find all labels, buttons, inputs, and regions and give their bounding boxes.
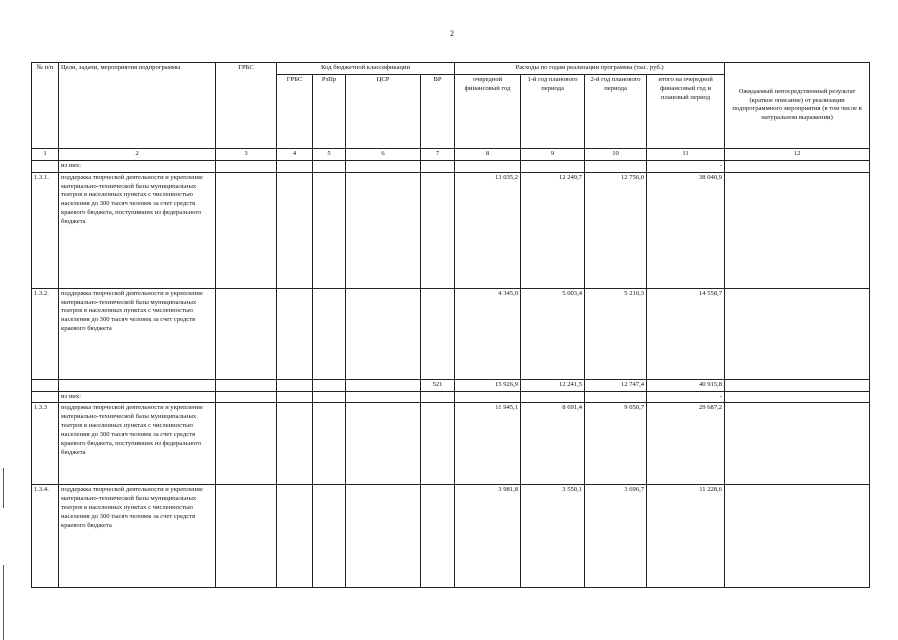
row-total: 29 687,2 <box>647 403 725 485</box>
column-number: 8 <box>455 148 521 160</box>
table-row <box>32 485 870 588</box>
column-number: 12 <box>725 148 870 160</box>
header-no: № п/п <box>32 63 59 149</box>
program-expenses-table <box>31 62 870 588</box>
row-year0: 4 345,0 <box>455 288 521 379</box>
row-year1: 5 003,4 <box>521 288 585 379</box>
row-year1: 3 550,1 <box>521 485 585 588</box>
header-grbs: ГРБС <box>277 74 313 148</box>
row-year2: 5 210,3 <box>585 288 647 379</box>
header-year1: 1-й год планового периода <box>521 74 585 148</box>
row-text: поддержка творческой деятельности и укрепление материально-технической базы муниципальных театров в населенных пунктах с численностью населения до 300 тысяч человек за счет средств краевого бюджета <box>59 485 216 588</box>
row-text: поддержка творческой деятельности и укрепление материально-технической базы муниципальных театров в населенных пунктах с численностью населения до 300 тысяч человек за счет средств краевого бюджета, поступивших из федерального бюджета <box>59 172 216 288</box>
header-year2: 2-й год планового периода <box>585 74 647 148</box>
column-number: 5 <box>313 148 346 160</box>
table-row <box>32 403 870 485</box>
row-year0: 11 945,1 <box>455 403 521 485</box>
row-year0: 3 981,8 <box>455 485 521 588</box>
row-year1: 12 249,7 <box>521 172 585 288</box>
column-number: 1 <box>32 148 59 160</box>
row-year2: 9 050,7 <box>585 403 647 485</box>
row-number: 1.3.4. <box>32 485 59 588</box>
column-number: 7 <box>421 148 455 160</box>
header-total: итого на очередной финансовый год и плановый период <box>647 74 725 148</box>
row-number: 1.3.1. <box>32 172 59 288</box>
row-text: поддержка творческой деятельности и укрепление материально-технической базы муниципальных театров в населенных пунктах с численностью населения до 300 тысяч человек за счет средств краевого бюджета, поступивших из федерального бюджета <box>59 403 216 485</box>
row-year0: 15 926,9 <box>455 379 521 391</box>
margin-mark <box>3 468 4 508</box>
column-number: 2 <box>59 148 216 160</box>
row-vr <box>421 485 455 588</box>
row-year2: 3 696,7 <box>585 485 647 588</box>
row-total: 11 228,6 <box>647 485 725 588</box>
table-row <box>32 288 870 379</box>
table-row <box>32 172 870 288</box>
header-vr: ВР <box>421 74 455 148</box>
table-row <box>32 379 870 391</box>
header-result: Ожидаемый непосредственный результат (краткое описание) от реализации подпрограммного мероприятия (в том числе в натуральном выражении) <box>725 63 870 149</box>
row-text: из них: <box>59 391 216 403</box>
table-row <box>32 391 870 403</box>
column-number: 6 <box>346 148 421 160</box>
row-year1: 8 691,4 <box>521 403 585 485</box>
column-number: 10 <box>585 148 647 160</box>
column-number: 4 <box>277 148 313 160</box>
column-number: 9 <box>521 148 585 160</box>
page-number: 2 <box>450 29 454 38</box>
header-csr: ЦСР <box>346 74 421 148</box>
row-text: из них: <box>59 160 216 172</box>
header-budget-code: Код бюджетной классификации <box>277 63 455 75</box>
row-total: 38 040,9 <box>647 172 725 288</box>
row-total: 14 558,7 <box>647 288 725 379</box>
row-text: поддержка творческой деятельности и укрепление материально-технической базы муниципальных театров в населенных пунктах с численностью населения до 300 тысяч человек за счет средств краевого бюджета <box>59 288 216 379</box>
row-total: - <box>647 391 725 403</box>
column-number: 11 <box>647 148 725 160</box>
header-year0: очередной финансовый год <box>455 74 521 148</box>
row-year0: 13 035,2 <box>455 172 521 288</box>
row-vr <box>421 288 455 379</box>
column-number: 3 <box>216 148 277 160</box>
row-total: 40 915,8 <box>647 379 725 391</box>
row-year2: 12 756,0 <box>585 172 647 288</box>
row-number: 1.3.3 <box>32 403 59 485</box>
row-year2: 12 747,4 <box>585 379 647 391</box>
header-goals: Цели, задачи, мероприятия подпрограммы <box>59 63 216 149</box>
header-expenses: Расходы по годам реализации программы (тыс. руб.) <box>455 63 725 75</box>
row-total: - <box>647 160 725 172</box>
header-rzpr: РзПр <box>313 74 346 148</box>
table-row <box>32 160 870 172</box>
margin-mark <box>3 565 4 640</box>
row-vr <box>421 172 455 288</box>
row-vr <box>421 403 455 485</box>
header-grbs-main: ГРБС <box>216 63 277 149</box>
row-year1: 12 241,5 <box>521 379 585 391</box>
row-vr: 521 <box>421 379 455 391</box>
row-number: 1.3.2. <box>32 288 59 379</box>
